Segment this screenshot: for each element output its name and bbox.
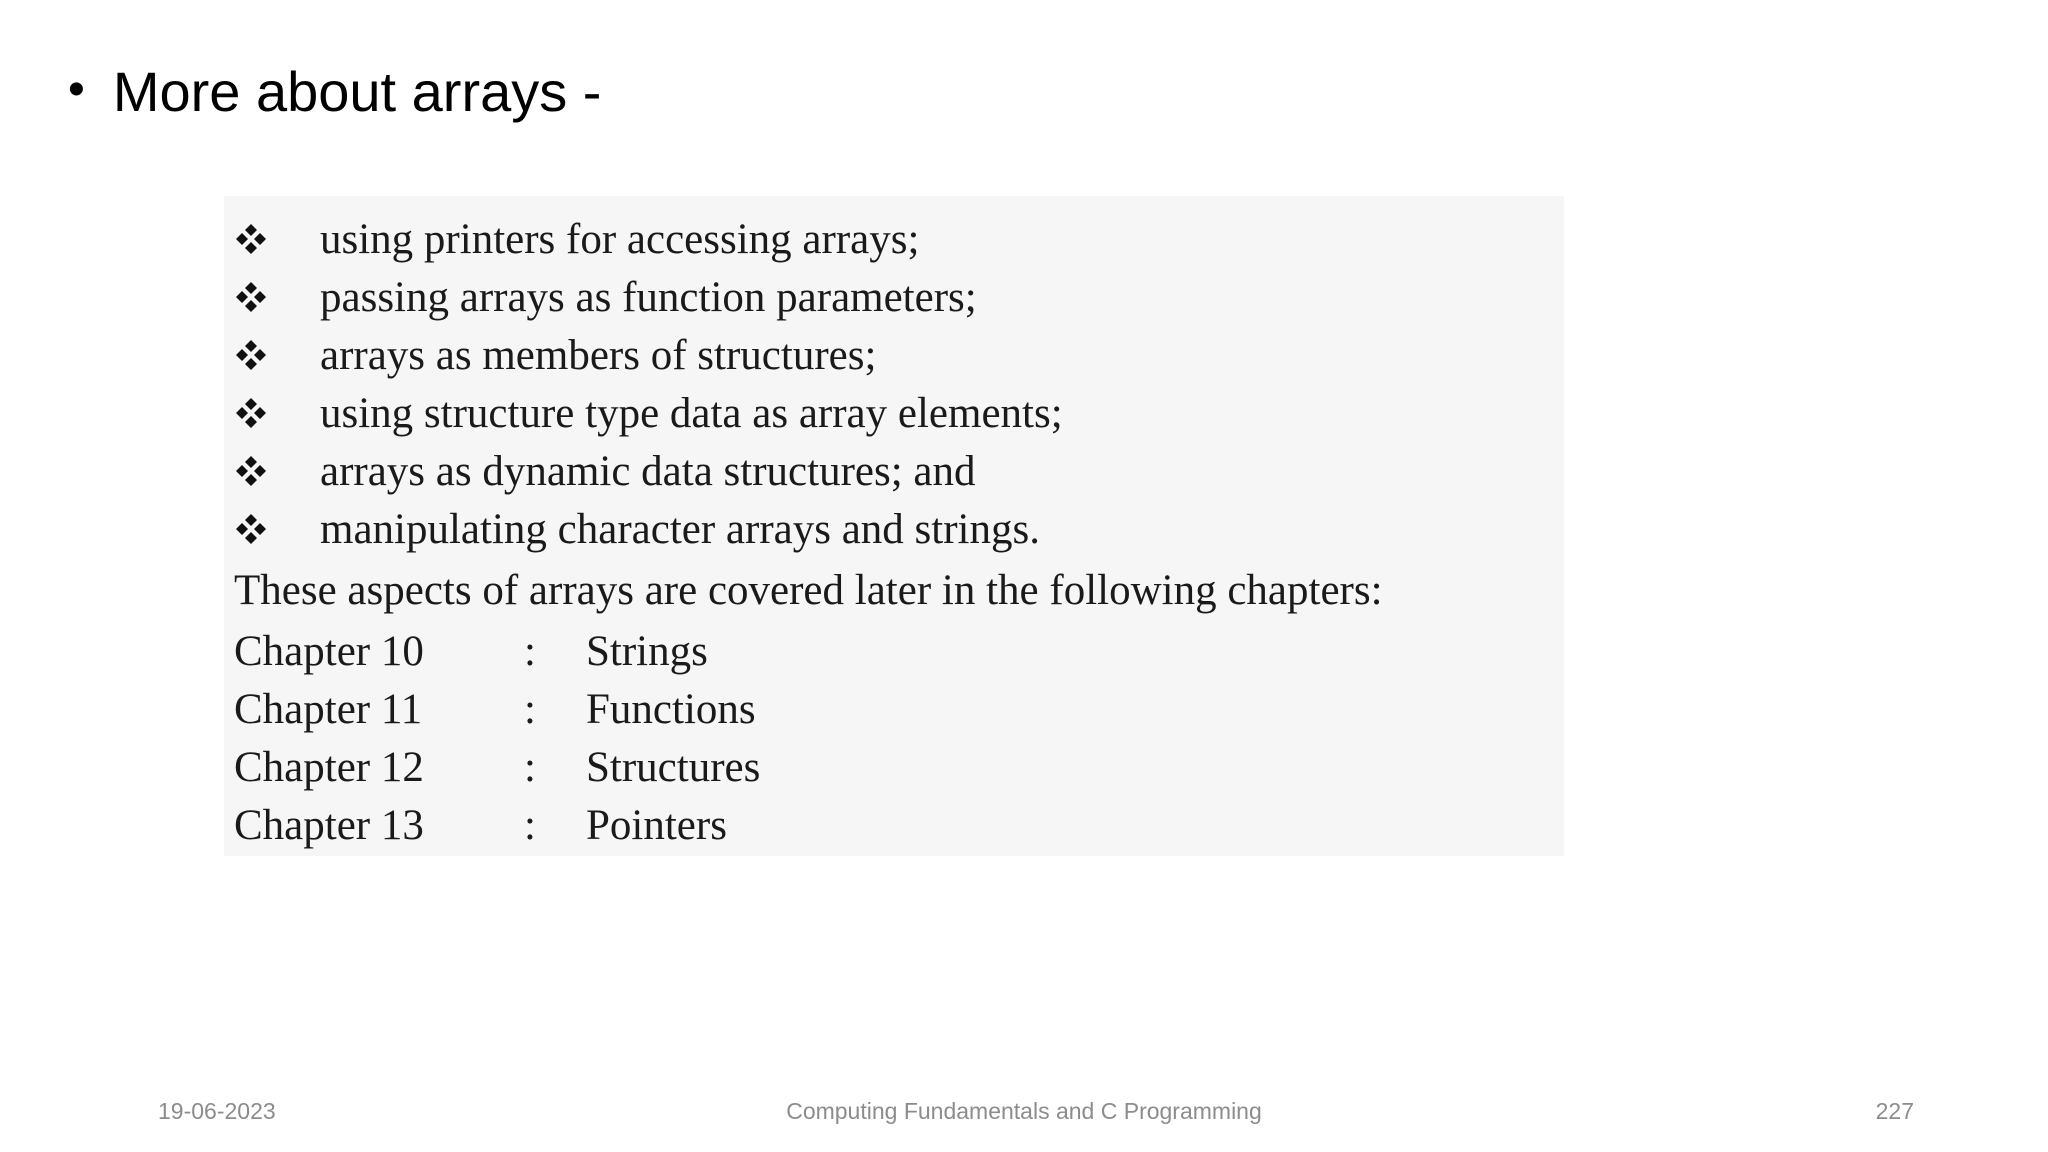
bullet-dot-icon: • [68, 63, 85, 116]
chapter-number: Chapter 11 [234, 685, 423, 733]
list-item-text: passing arrays as function parameters; [320, 273, 977, 321]
chapter-row [234, 622, 760, 680]
chapters-summary: These aspects of arrays are covered later in the following chapters: [234, 567, 1383, 614]
chapter-separator: : [524, 685, 536, 733]
slide-title [68, 60, 602, 123]
four-diamond-icon [234, 454, 268, 488]
footer-course-title: Computing Fundamentals and C Programming [786, 1098, 1262, 1124]
four-diamond-icon [234, 222, 268, 256]
list-item-text: arrays as dynamic data structures; and [320, 447, 976, 495]
list-item [234, 442, 1063, 500]
chapter-row [234, 738, 760, 796]
list-item-text: using printers for accessing arrays; [320, 215, 920, 263]
footer-date: 19-06-2023 [158, 1098, 276, 1124]
footer-page-number: 227 [1875, 1098, 1914, 1124]
chapters-table [234, 622, 760, 854]
list-item-text: using structure type data as array elements; [320, 389, 1063, 437]
chapter-separator: : [524, 627, 536, 675]
aspects-list [234, 210, 1063, 558]
scanned-text-image [224, 196, 1564, 856]
list-item [234, 326, 1063, 384]
chapter-row [234, 680, 760, 738]
list-item-text: arrays as members of structures; [320, 331, 877, 379]
list-item [234, 268, 1063, 326]
chapter-separator: : [524, 743, 536, 791]
chapter-separator: : [524, 801, 536, 849]
four-diamond-icon [234, 338, 268, 372]
four-diamond-icon [234, 512, 268, 546]
chapter-topic: Functions [586, 685, 756, 733]
chapter-number: Chapter 12 [234, 743, 424, 791]
chapter-topic: Structures [586, 743, 761, 791]
four-diamond-icon [234, 396, 268, 430]
chapter-number: Chapter 10 [234, 627, 424, 675]
chapter-row [234, 796, 760, 854]
chapter-number: Chapter 13 [234, 801, 424, 849]
chapter-topic: Pointers [586, 801, 727, 849]
four-diamond-icon [234, 280, 268, 314]
list-item-text: manipulating character arrays and strings. [320, 505, 1040, 553]
list-item [234, 500, 1063, 558]
list-item [234, 384, 1063, 442]
list-item [234, 210, 1063, 268]
chapter-topic: Strings [586, 627, 708, 675]
slide-title-text: More about arrays - [112, 60, 602, 123]
